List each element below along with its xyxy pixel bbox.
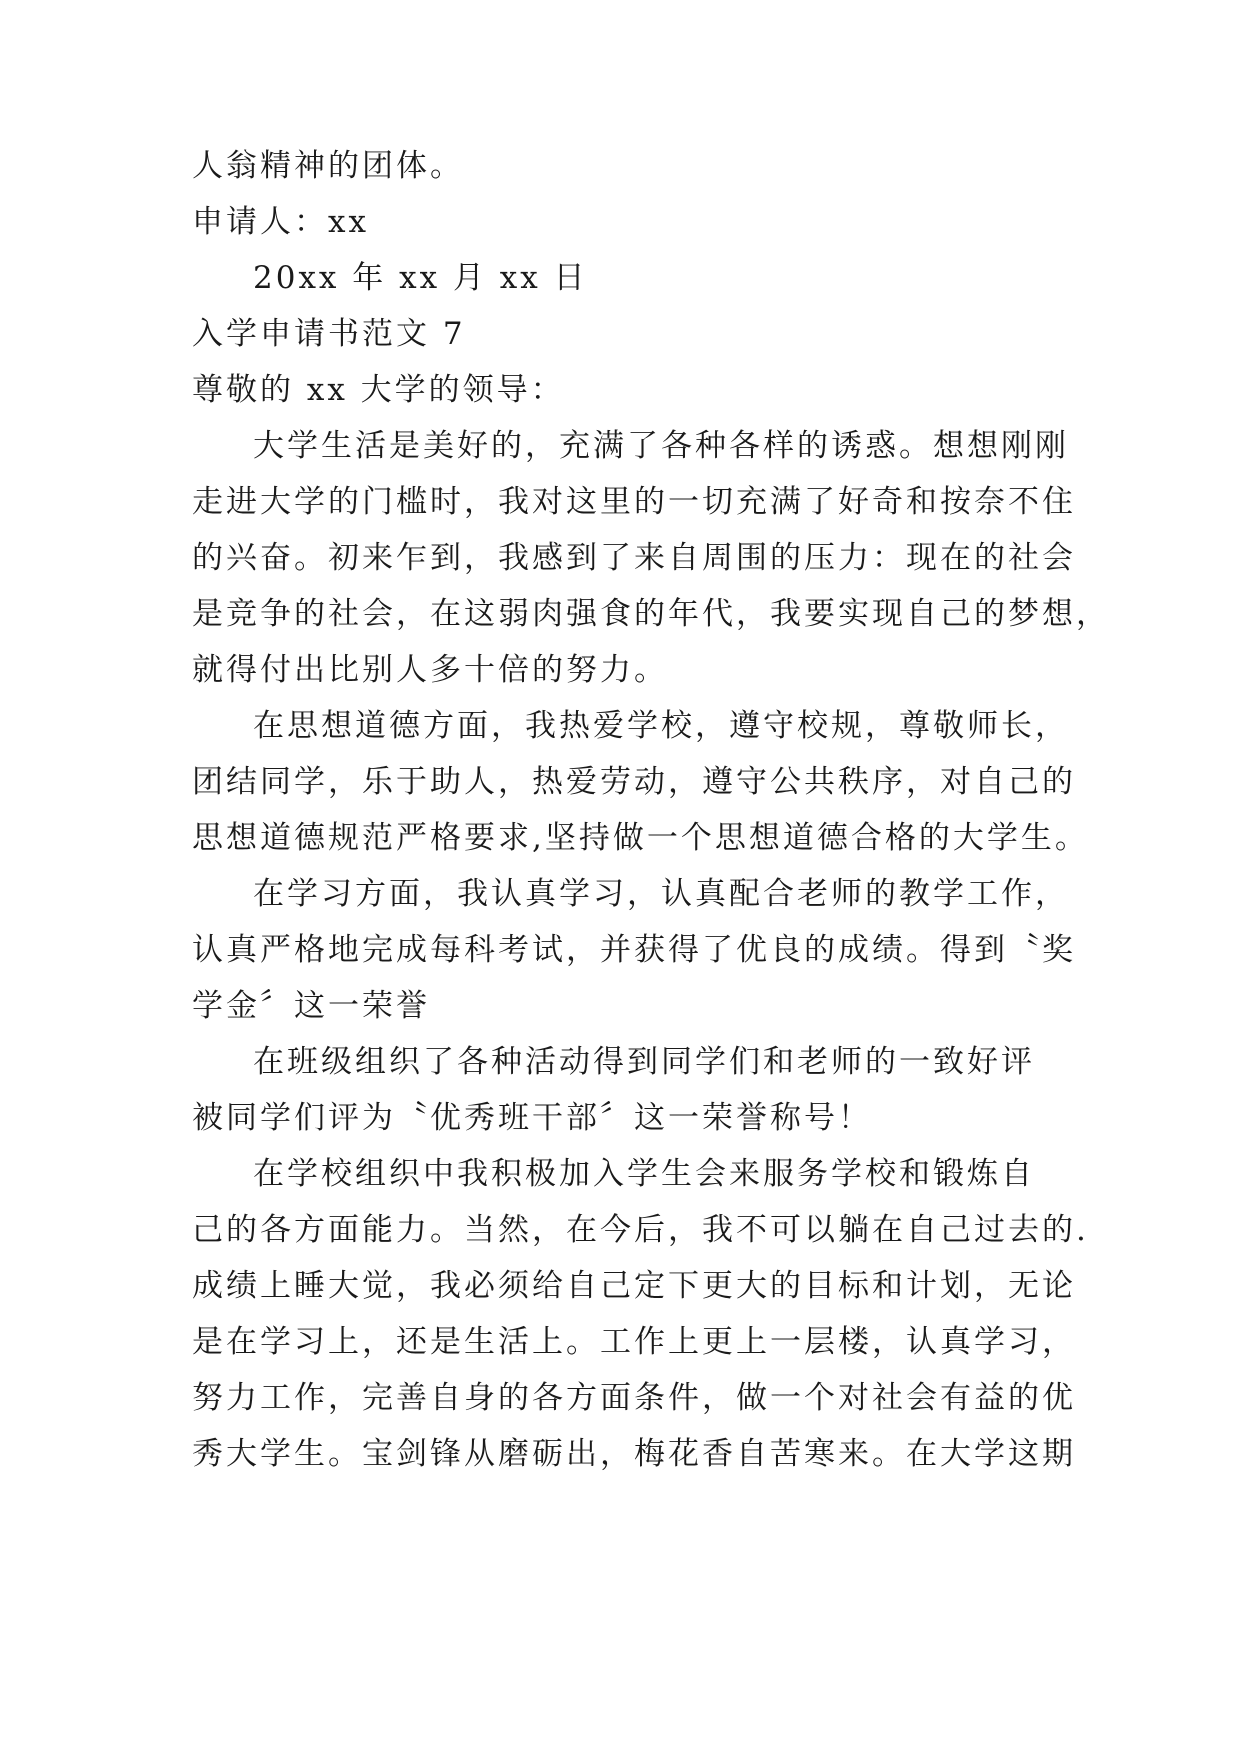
paragraph-line: 在思想道德方面，我热爱学校，遵守校规，尊敬师长， bbox=[253, 708, 1069, 744]
paragraph-line: 在班级组织了各种活动得到同学们和老师的一致好评 bbox=[253, 1044, 1035, 1080]
paragraph-line: 秀大学生。宝剑锋从磨砺出，梅花香自苦寒来。在大学这期 bbox=[192, 1436, 1076, 1472]
paragraph-line: 被同学们评为〝优秀班干部〞这一荣誉称号！ bbox=[192, 1100, 872, 1136]
paragraph-line: 学金〞这一荣誉 bbox=[192, 988, 430, 1024]
paragraph-line: 在学校组织中我积极加入学生会来服务学校和锻炼自 bbox=[253, 1156, 1035, 1192]
paragraph-line: 努力工作，完善自身的各方面条件，做一个对社会有益的优 bbox=[192, 1380, 1076, 1416]
salutation: 尊敬的 xx 大学的领导： bbox=[192, 372, 565, 408]
paragraph-line: 大学生活是美好的，充满了各种各样的诱惑。想想刚刚 bbox=[253, 428, 1069, 464]
text-line: 人翁精神的团体。 bbox=[192, 148, 464, 184]
paragraph-line: 是竞争的社会，在这弱肉强食的年代，我要实现自己的梦想， bbox=[192, 596, 1110, 632]
section-title: 入学申请书范文 7 bbox=[192, 316, 466, 352]
paragraph-line: 在学习方面，我认真学习，认真配合老师的教学工作， bbox=[253, 876, 1069, 912]
paragraph-line: 的兴奋。初来乍到，我感到了来自周围的压力：现在的社会 bbox=[192, 540, 1076, 576]
paragraph-line: 走进大学的门槛时，我对这里的一切充满了好奇和按奈不住 bbox=[192, 484, 1076, 520]
paragraph-line: 认真严格地完成每科考试，并获得了优良的成绩。得到〝奖 bbox=[192, 932, 1076, 968]
date-line: 20xx 年 xx 月 xx 日 bbox=[253, 260, 588, 296]
applicant-line: 申请人：xx bbox=[192, 204, 369, 240]
paragraph-line: 是在学习上，还是生活上。工作上更上一层楼，认真学习， bbox=[192, 1324, 1076, 1360]
paragraph-line: 团结同学，乐于助人，热爱劳动，遵守公共秩序，对自己的 bbox=[192, 764, 1076, 800]
paragraph-line: 就得付出比别人多十倍的努力。 bbox=[192, 652, 668, 688]
paragraph-line: 成绩上睡大觉，我必须给自己定下更大的目标和计划，无论 bbox=[192, 1268, 1076, 1304]
paragraph-line: 己的各方面能力。当然，在今后，我不可以躺在自己过去的. bbox=[192, 1212, 1089, 1248]
paragraph-line: 思想道德规范严格要求,坚持做一个思想道德合格的大学生。 bbox=[192, 820, 1089, 856]
